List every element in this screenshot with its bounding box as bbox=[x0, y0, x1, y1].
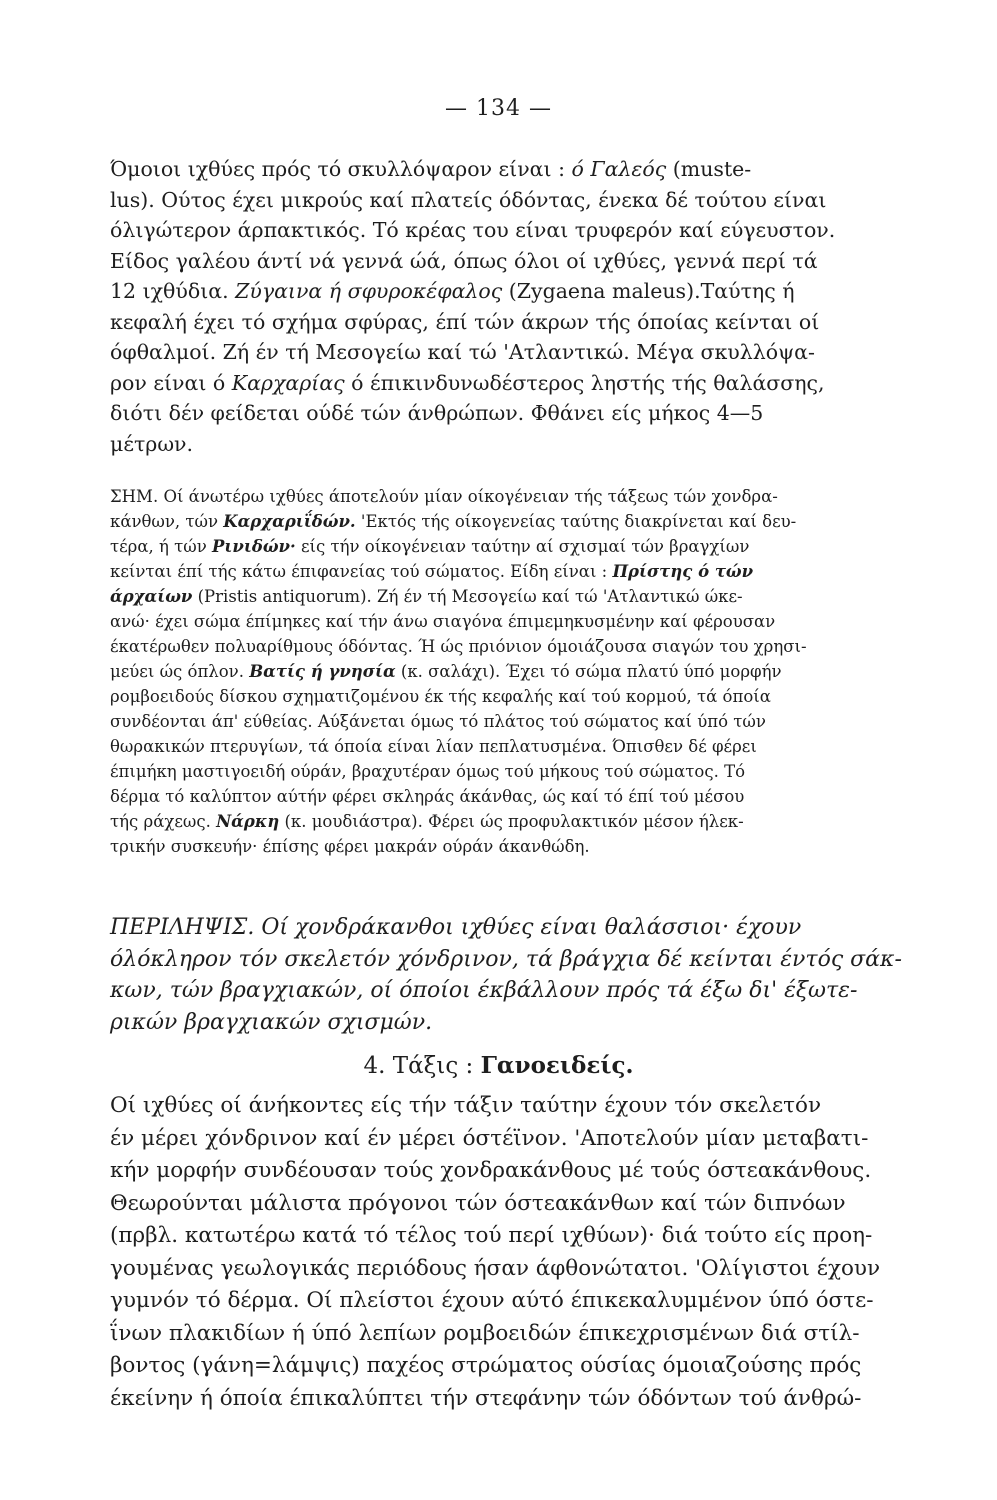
text-line: Όμοιοι ιχθύες πρός τό σκυλλόψαρον είναι : ό Γαλεός (muste- bbox=[110, 157, 752, 181]
text-line: γυμνόν τό δέρμα. Οί πλείστοι έχουν αύτό έπικεκαλυμμένον ύπό όστε- bbox=[110, 1288, 874, 1313]
taxon-name: Ρινιδών· bbox=[212, 537, 296, 556]
text-line: ανώ· έχει σώμα έπίμηκες καί τήν άνω σιαγόνα έπιμεμηκυσμένην καί φέρουσαν bbox=[110, 612, 776, 631]
text-line: τής ράχεως. Νάρκη (κ. μουδιάστρα). Φέρει ώς προφυλακτικόν μέσον ήλεκ- bbox=[110, 812, 744, 831]
text-line: κάνθων, τών Καρχαριΐδών. 'Εκτός τής οίκογενείας ταύτης διακρίνεται καί δευ- bbox=[110, 512, 797, 531]
paragraph-note bbox=[110, 484, 962, 859]
text-line: γουμένας γεωλογικάς περιόδους ήσαν άφθονώτατοι. 'Ολίγιστοι έχουν bbox=[110, 1255, 881, 1281]
text-line: όλιγώτερον άρπακτικός. Τό κρέας του είναι τρυφερόν καί εύγευστον. bbox=[110, 218, 836, 242]
text-line: τέρα, ή τών Ρινιδών· είς τήν οίκογένειαν ταύτην αί σχισμαί τών βραγχίων bbox=[110, 537, 750, 556]
taxon-name: Καρχαριΐδών. bbox=[223, 512, 356, 531]
taxon-name: Καρχαρίας bbox=[231, 370, 345, 395]
text-line: κήν μορφήν συνδέουσαν τούς χονδρακάνθους μέ τούς όστεακάνθους. bbox=[110, 1158, 872, 1183]
text-line: δέρμα τό καλύπτον αύτήν φέρει σκληράς άκάνθας, ώς καί τό έπί τού μέσου bbox=[110, 787, 745, 806]
text-line: έκατέρωθεν πολυαρίθμους όδόντας. Ή ώς πριόνιον όμοιάζουσα σιαγών του χρησι- bbox=[110, 637, 807, 656]
text-line: ΐνων πλακιδίων ή ύπό λεπίων ρομβοειδών έπικεχρισμένων διά στίλ- bbox=[110, 1320, 860, 1346]
paragraph-ganoids bbox=[110, 1090, 962, 1415]
text-line: έκείνην ή όποία έπικαλύπτει τήν στεφάνην τών όδόντων τού άνθρώ- bbox=[110, 1385, 862, 1411]
text-line: βοντος (γάνη=λάμψις) παχέος στρώματος ούσίας όμοιαζούσης πρός bbox=[110, 1353, 862, 1378]
text-line: τρικήν συσκευήν· έπίσης φέρει μακράν ούράν άκανθώδη. bbox=[110, 837, 590, 856]
text-line: κων, τών βραγχιακών, οί όποίοι έκβάλλουν πρός τά έξω δι' έξωτε- bbox=[110, 978, 858, 1003]
text-line: (πρβλ. κατωτέρω κατά τό τέλος τού περί ιχθύων)· διά τούτο είς προη- bbox=[110, 1223, 873, 1248]
text-line: κεφαλή έχει τό σχήμα σφύρας, έπί τών άκρων τής όποίας κείνται οί bbox=[110, 309, 820, 334]
paragraph-sharks bbox=[110, 154, 962, 459]
text-line: έν μέρει χόνδρινον καί έν μέρει όστέϊνον. 'Αποτελούν μίαν μεταβατι- bbox=[110, 1125, 869, 1151]
text-line: Οί ιχθύες οί άνήκοντες είς τήν τάξιν ταύτην έχουν τόν σκελετόν bbox=[110, 1093, 822, 1118]
text-line: κείνται έπί τής κάτω έπιφανείας τού σώματος. Είδη είναι : Πρίστης ό τών bbox=[110, 562, 754, 581]
section-heading bbox=[0, 1050, 997, 1082]
text-line: 12 ιχθύδια. Ζύγαινα ή σφυροκέφαλος (Zygaena maleus).Ταύτης ή bbox=[110, 279, 795, 303]
text-line: ΣΗΜ. Οί άνωτέρω ιχθύες άποτελούν μίαν οίκογένειαν τής τάξεως τών χονδρα- bbox=[110, 487, 778, 506]
text-line: Είδος γαλέου άντί νά γεννά ώά, όπως όλοι οί ιχθύες, γεννά περί τά bbox=[110, 248, 818, 273]
page-number: — 134 — bbox=[445, 96, 552, 121]
taxon-name: Νάρκη bbox=[216, 812, 280, 831]
text-line: lus). Ούτος έχει μικρούς καί πλατείς όδόντας, ένεκα δέ τούτου είναι bbox=[110, 187, 827, 212]
text-line: ρικών βραγχιακών σχισμών. bbox=[110, 1009, 433, 1035]
text-line: μέτρων. bbox=[110, 431, 194, 456]
taxon-name: Ζύγαινα ή σφυροκέφαλος bbox=[235, 279, 503, 303]
text-line: συνδέονται άπ' εύθείας. Αύξάνεται όμως τό πλάτος τού σώματος καί ύπό τών bbox=[110, 712, 766, 731]
text-line: θωρακικών πτερυγίων, τά όποία είναι λίαν πεπλατυσμένα. Όπισθεν δέ φέρει bbox=[110, 737, 757, 756]
taxon-name: άρχαίων bbox=[110, 587, 193, 606]
text-line: ρον είναι ό Καρχαρίας ό έπικινδυνωδέστερος ληστής τής θαλάσσης, bbox=[110, 370, 825, 395]
paragraph-summary bbox=[110, 912, 962, 1038]
section-number: 4. Τάξις : bbox=[363, 1053, 481, 1079]
text-line: όφθαλμοί. Ζή έν τή Μεσογείω καί τώ 'Ατλαντικώ. Μέγα σκυλλόψα- bbox=[110, 340, 815, 364]
taxon-name: Πρίστης ό τών bbox=[612, 562, 754, 581]
text-line: ΠΕΡΙΛΗΨΙΣ. Οί χονδράκανθοι ιχθύες είναι θαλάσσιοι· έχουν bbox=[110, 915, 802, 940]
text-line: άρχαίων (Pristis antiquorum). Ζή έν τή Μεσογείω καί τώ 'Ατλαντικώ ώκε- bbox=[110, 587, 743, 606]
text-line: όλόκληρον τόν σκελετόν χόνδρινον, τά βράγχια δέ κείνται έντός σάκ- bbox=[110, 946, 902, 972]
text-line: μεύει ώς όπλον. Βατίς ή γνησία (κ. σαλάχι). Έχει τό σώμα πλατύ ύπό μορφήν bbox=[110, 662, 782, 681]
taxon-name: ό Γαλεός bbox=[571, 157, 667, 181]
text-line: Θεωρούνται μάλιστα πρόγονοι τών όστεακάνθων καί τών διπνόων bbox=[110, 1190, 846, 1216]
taxon-name: Βατίς ή γνησία bbox=[249, 662, 396, 681]
text-line: διότι δέν φείδεται ούδέ τών άνθρώπων. Φθάνει είς μήκος 4—5 bbox=[110, 401, 764, 425]
section-title: Γανοειδείς. bbox=[480, 1052, 634, 1079]
text-line: ρομβοειδούς δίσκου σχηματιζομένου έκ τής κεφαλής καί τού κορμού, τά όποία bbox=[110, 687, 771, 706]
text-line: έπιμήκη μαστιγοειδή ούράν, βραχυτέραν όμως τού μήκους τού σώματος. Τό bbox=[110, 762, 746, 781]
